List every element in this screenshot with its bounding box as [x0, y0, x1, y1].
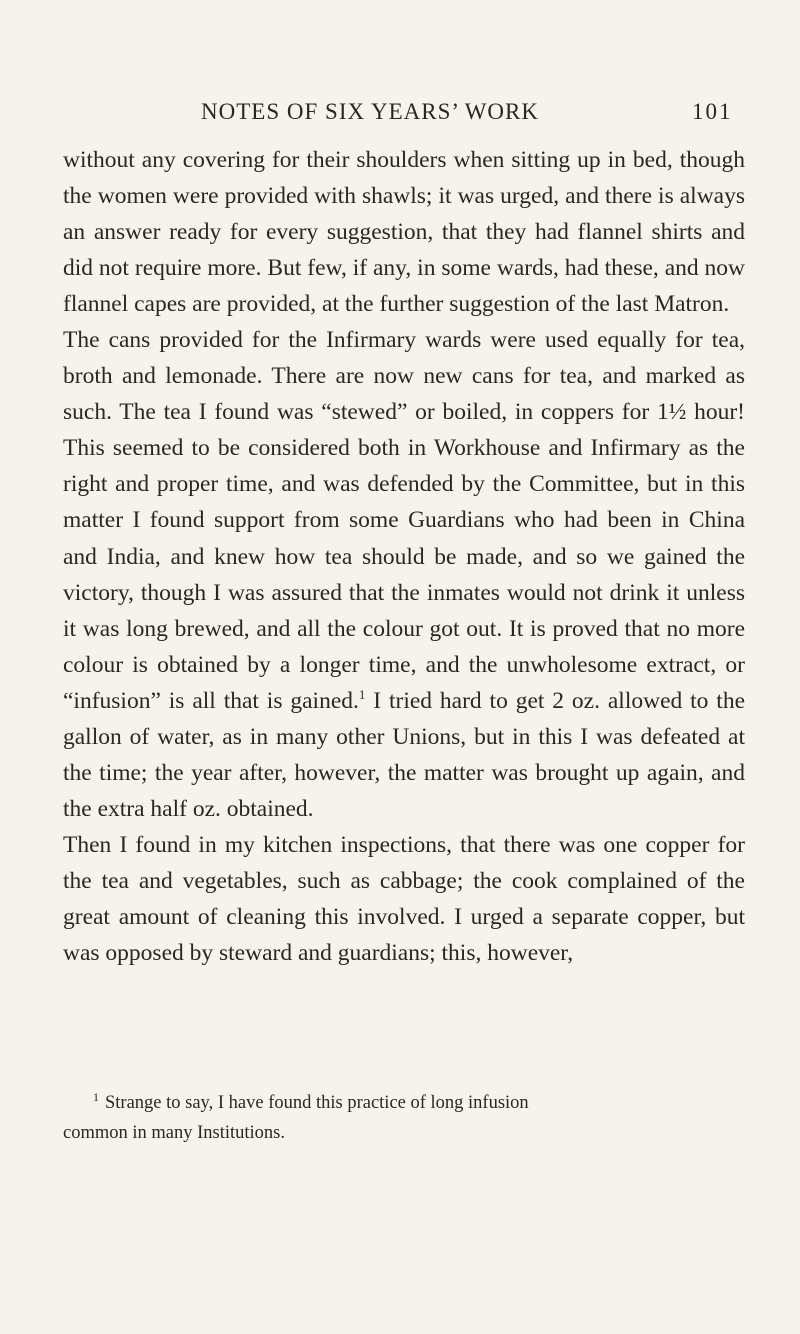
running-title: NOTES OF SIX YEARS’ WORK	[201, 99, 539, 124]
paragraph-3: Then I found in my kitchen inspections, that there was one copper for the tea and vegetables, such as cabbage; the cook complained of the great amount of cleaning this involved. I urged a separate copper, but was opposed by steward and guardians; this, however,	[63, 831, 745, 967]
body-text	[63, 142, 745, 971]
page-number: 101	[692, 99, 733, 124]
paragraph-2-part-b: I tried hard to get 2 oz. allowed to the gallon of water, as in many other Unions, but in this I was defeated at the time; the year after, however, the matter was brought up again, and the extra half oz. obtained.	[63, 687, 746, 822]
footnote	[63, 1082, 745, 1148]
paragraph-1: without any covering for their shoulders when sitting up in bed, though the women were provided with shawls; it was urged, and there is always an answer ready for every suggestion, that they had flannel shirts and did not require more. But few, if any, in some wards, had these, and now flannel capes are provided, at the further suggestion of the last Matron.	[63, 147, 745, 318]
footnote-mark: 1	[93, 1090, 99, 1104]
footnote-text-1: Strange to say, I have found this practice of long infusion	[105, 1093, 529, 1113]
footnote-line-1	[63, 1082, 745, 1118]
paragraph-2	[63, 322, 745, 827]
footnote-reference[interactable]: 1	[358, 686, 366, 702]
paragraph-2-part-a: The cans provided for the Infirmary wards were used equally for tea, broth and lemonade. There are now new cans for tea, and marked as such. The tea I found was “stewed” or boiled, in coppers for 1½ hour! This seemed to be considered both in Workhouse and Infirmary as the right and proper time, and was defended by the Committee, but in this matter I found support from some Guardians who had been in China and India, and knew how tea should be made, and so we gained the victory, though I was assured that the inmates would not drink it unless it was long brewed, and all the colour got out. It is proved that no more colour is obtained by a longer time, and the unwholesome extract, or “infusion” is all that is gained.	[63, 327, 745, 714]
footnote-line-2: common in many Institutions.	[63, 1123, 285, 1143]
